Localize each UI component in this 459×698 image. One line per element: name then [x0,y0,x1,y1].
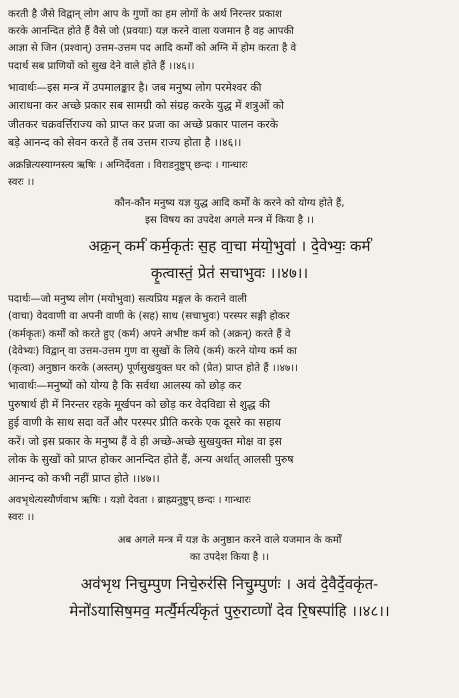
mantra-48 [8,571,451,625]
bhavarth-47 [8,377,451,488]
text-line: पदार्थ सब प्राणियों को सुख देने वाले होते हैं ।।४६।। [8,60,195,72]
text-line: आज्ञा से जिन (प्रश्वान्) उत्तम-उत्तम पद आदि कर्मों को अग्नि में होम करता है वे [8,43,297,55]
text-line: (कृत्वा) अनुष्ठान करके (अस्तम्) पूर्णसुखयुक्त घर को (प्रेत) प्राप्त होते हैं ।।४७।। [8,363,298,375]
text-line: पदार्थः—जो मनुष्य लोग (मयोभुवा) सत्यप्रिय मङ्गल के कराने वाली [8,294,247,306]
intro-47 [8,195,451,229]
text-line: करती है जैसे विद्वान् लोग आप के गुणों का हम लोगों के अर्थ निरन्तर प्रकाश [8,9,282,20]
bhavarth-46 [8,79,451,153]
text-line: करके आनन्दित होते हैं वैसे जो (प्रवयाः) यज्ञ करने वाला यजमान है वह आपकी [8,26,294,38]
padarth-47 [8,291,451,377]
text-line: (देवेभ्यः) विद्वान् वा उत्तम-उत्तम गुण वा सुखों के लिये (कर्म) करने योग्य कर्म का [8,345,297,357]
mantra-line: अक्र॒न् कर्म॑ कर्म॒कृतः॑ स॒ह वा॒चा म॑यो॒भुवा॑ । दे॒वेभ्यः॒ कर्म॑ [88,237,371,256]
text-line: भावार्थः—इस मन्त्र में उपमालङ्कार है। जब मनुष्य लोग परमेश्वर की [8,80,262,94]
text-line: (वाचा) वेदवाणी वा अपनी वाणी के (सह) साथ (सचाभुवः) परस्पर सङ्गी होकर [8,311,290,323]
text-line: का उपदेश किया है ।। [189,552,270,564]
text-line: इस विषय का उपदेश अगले मन्त्र में किया है ।। [145,215,314,227]
text-line: अवभृथेत्यस्यौर्णवाभ ऋषिः । यज्ञो देवता । ब्राह्म्यनुष्टुप् छन्दः । गान्धारः [8,495,251,507]
text-line: कौन-कौन मनुष्य यज्ञ युद्ध आदि कर्मों के करने को योग्य होते हैं, [114,197,345,209]
intro-48 [8,532,451,566]
text-line: स्वरः ।। [8,176,35,188]
meta-47 [8,157,451,191]
text-line: (कर्मकृतः) कर्मों को करते हुए (कर्म) अपने अभीष्ट कर्म को (अक्रन्) करते हैं वे [8,328,291,340]
text-line: आनन्द को कभी नहीं प्राप्त होते ।।४७।। [8,471,160,485]
mantra-47 [8,233,451,287]
text-line: पुरुषार्थ ही में निरन्तर रहके मूर्खपन को छोड़ कर वेदविद्या से शुद्ध की [8,397,271,411]
text-line: अक्रन्नित्यस्याग्नस्त्य ऋषिः । अग्निर्देवता । विराडनुष्टुप् छन्दः । गान्धारः [8,159,248,171]
text-line: भावार्थः—मनुष्यों को योग्य है कि सर्वथा आलस्य को छोड़ कर [8,379,242,393]
text-line: बड़े आनन्द को सेवन करते हैं तब उत्तम राज्य होता है ।।४६।। [8,136,242,150]
meta-48 [8,492,451,526]
text-line: करें। जो इस प्रकार के मनुष्य हैं वे ही अच्छे-अच्छे सुखयुक्त मोक्ष वा इस [8,434,282,448]
paragraph-prev-ending [8,6,451,75]
text-line: आराधना कर अच्छे प्रकार सब सामग्री को संग्रह करके युद्ध में शत्रुओं को [8,99,284,113]
text-line: जीतकर चक्रवर्त्तिराज्य को प्राप्त कर प्रजा का अच्छे प्रकार पालन करके [8,117,278,131]
text-line: लोक के सुखों को प्राप्त होकर आनन्दित होते हैं, अन्य अर्थात् आलसी पुरुष [8,453,294,467]
mantra-line: मेनो॑ऽयासिष॒मव॒ मर्त्यै॒र्मर्त्य॑कृतं पुरु॒राव्णो॑ देव रि॒षस्पा॑हि ।।४८।। [69,601,390,620]
text-line: स्वरः ।। [8,512,35,524]
text-line: अब अगले मन्त्र में यज्ञ के अनुष्ठान करने वाले यजमान के कर्मों [117,535,342,547]
text-line: हुई वाणी के साथ सदा वर्तें और परस्पर प्रीति करके एक दूसरे का सहाय [8,416,281,430]
mantra-line: कृ॒त्वास्तं॒ प्रेत॑ सचाभुवः ।।४७।। [150,264,309,283]
mantra-line: अव॑भृथ निचुम्पुण निचे॒रुर॑सि निचु॒म्पुणः॑ । अव॑ दे॒वैर्दे॒वकृ॑त- [80,574,379,593]
